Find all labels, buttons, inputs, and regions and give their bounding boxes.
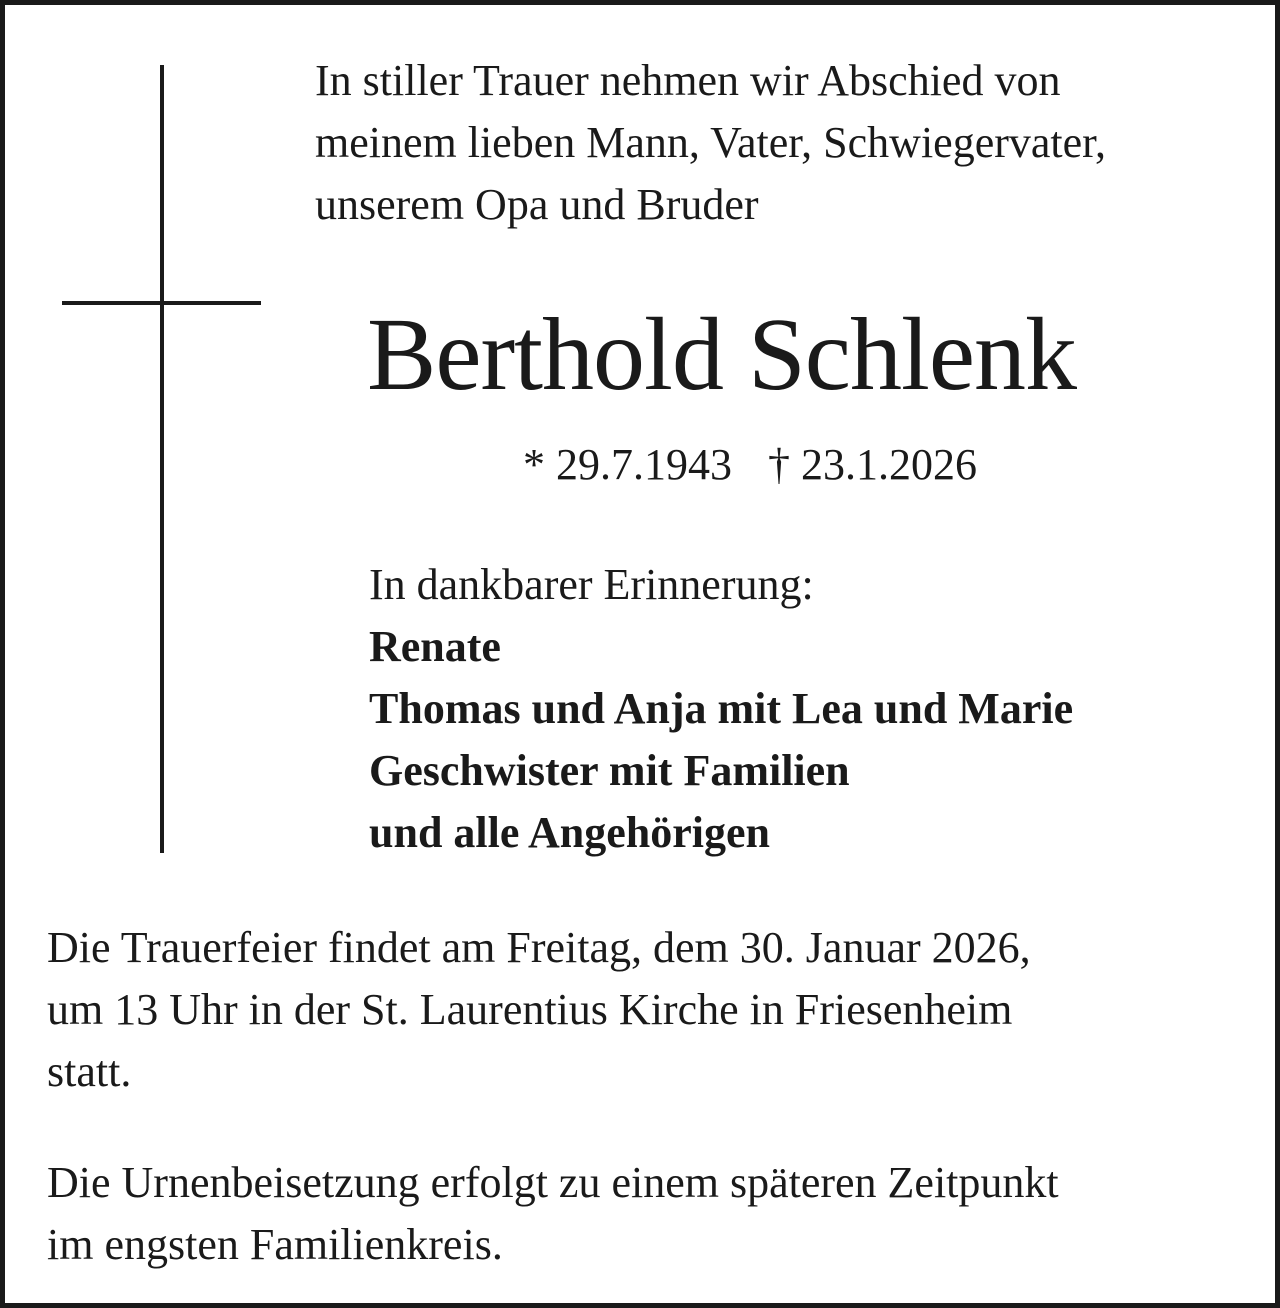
birth-date: * 29.7.1943 bbox=[523, 440, 732, 489]
intro-line: unserem Opa und Bruder bbox=[315, 180, 759, 229]
urn-line: im engsten Familienkreis. bbox=[47, 1220, 503, 1269]
intro-line: In stiller Trauer nehmen wir Abschied von bbox=[315, 56, 1061, 105]
ceremony-line: statt. bbox=[47, 1047, 132, 1096]
mourner-name: Thomas und Anja mit Lea und Marie bbox=[369, 684, 1074, 733]
memory-heading: In dankbarer Erinnerung: bbox=[369, 560, 814, 609]
ceremony-info bbox=[47, 917, 1031, 1103]
deceased-name: Berthold Schlenk bbox=[367, 297, 1077, 412]
ceremony-line: um 13 Uhr in der St. Laurentius Kirche in Friesenheim bbox=[47, 985, 1013, 1034]
mourner-name: und alle Angehörigen bbox=[369, 808, 770, 857]
urn-info bbox=[47, 1152, 1059, 1276]
life-dates bbox=[523, 435, 977, 495]
memory-section bbox=[369, 554, 1073, 864]
cross-icon-vertical-bar bbox=[160, 65, 164, 853]
death-date: † 23.1.2026 bbox=[768, 440, 977, 489]
mourner-name: Geschwister mit Familien bbox=[369, 746, 850, 795]
intro-line: meinem lieben Mann, Vater, Schwiegervater, bbox=[315, 118, 1107, 167]
mourner-name: Renate bbox=[369, 622, 501, 671]
intro-text bbox=[315, 50, 1106, 236]
cross-icon-horizontal-bar bbox=[62, 301, 261, 305]
ceremony-line: Die Trauerfeier findet am Freitag, dem 30. Januar 2026, bbox=[47, 923, 1031, 972]
urn-line: Die Urnenbeisetzung erfolgt zu einem späteren Zeitpunkt bbox=[47, 1158, 1059, 1207]
